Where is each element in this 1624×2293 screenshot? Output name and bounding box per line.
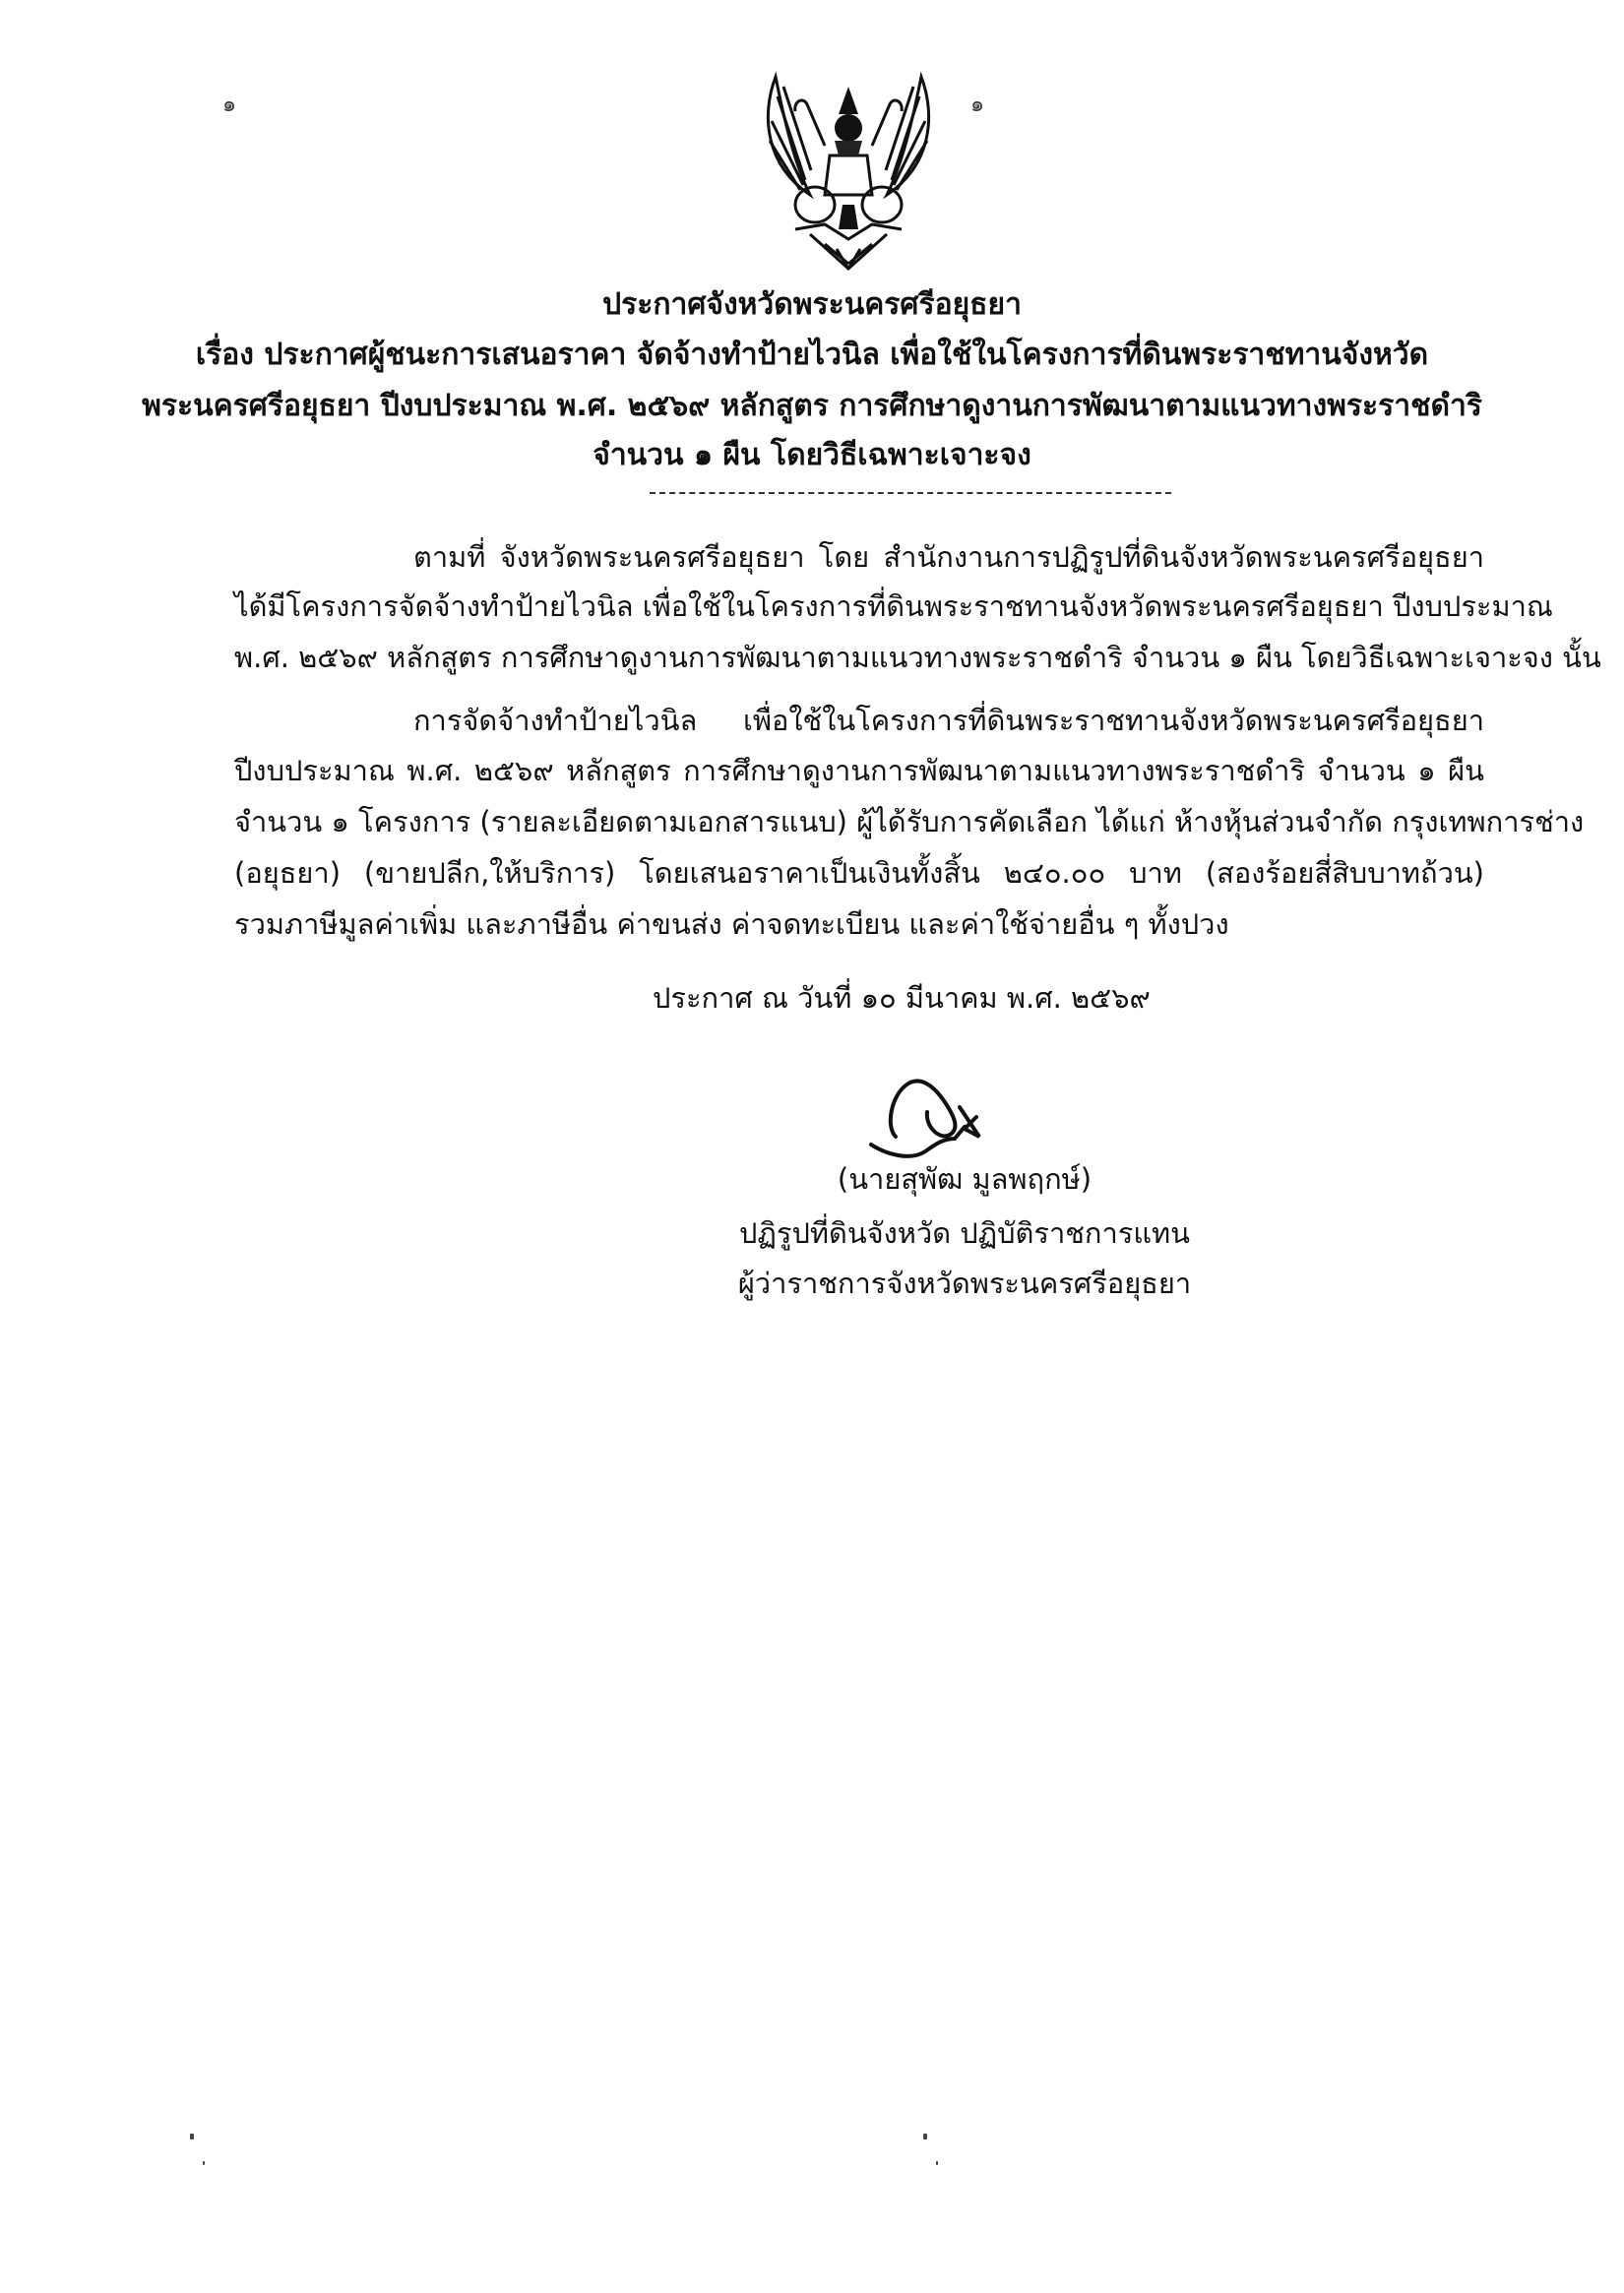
paragraph-2-line-1: การจัดจ้างทำป้ายไวนิล เพื่อใช้ในโครงการที่ดินพระราชทานจังหวัดพระนครศรีอยุธยา [413,704,1484,737]
corner-mark-right: ๑ [970,93,984,117]
announcement-date: ประกาศ ณ วันที่ ๑๐ มีนาคม พ.ศ. ๒๕๖๙ [653,981,1151,1015]
signatory-position-1: ปฏิรูปที่ดินจังหวัด ปฏิบัติราชการแทน [739,1216,1190,1250]
paragraph-2-line-5: รวมภาษีมูลค่าเพิ่ม และภาษีอื่น ค่าขนส่ง ค่าจดทะเบียน และค่าใช้จ่ายอื่น ๆ ทั้งปวง [234,907,1229,941]
signatory-name: (นายสุพัฒ มูลพฤกษ์) [837,1162,1093,1196]
paragraph-2-line-3: จำนวน ๑ โครงการ (รายละเอียดตามเอกสารแนบ) ผู้ได้รับการคัดเลือก ได้แก่ ห้างหุ้นส่วนจำกัด กรุงเทพการช่าง [234,805,1585,838]
paragraph-2-line-4: (อยุธยา) (ขายปลีก,ให้บริการ) โดยเสนอราคาเป็นเงินทั้งสิ้น ๒๔๐.๐๐ บาท (สองร้อยสี่สิบบาทถ้วน) [234,856,1484,890]
subject-line-1: เรื่อง ประกาศผู้ชนะการเสนอราคา จัดจ้างทำป้ายไวนิล เพื่อใช้ในโครงการที่ดินพระราชทานจังหวัด [195,338,1429,372]
paragraph-2-line-2: ปีงบประมาณ พ.ศ. ๒๕๖๙ หลักสูตร การศึกษาดูงานการพัฒนาตามแนวทางพระราชดำริ จำนวน ๑ ผืน [234,754,1484,787]
subject-line-2: พระนครศรีอยุธยา ปีงบประมาณ พ.ศ. ๒๕๖๙ หลักสูตร การศึกษาดูงานการพัฒนาตามแนวทางพระราชดำริ [142,389,1482,423]
scan-speck [190,2134,194,2139]
paragraph-1-line-2: ได้มีโครงการจัดจ้างทำป้ายไวนิล เพื่อใช้ในโครงการที่ดินพระราชทานจังหวัดพระนครศรีอยุธยา ปีงบประมาณ [234,589,1553,623]
signature-icon [866,1068,1014,1166]
corner-mark-left: ๑ [222,93,236,117]
subject-line-3: จำนวน ๑ ผืน โดยวิธีเฉพาะเจาะจง [593,438,1031,472]
paragraph-1-line-3: พ.ศ. ๒๕๖๙ หลักสูตร การศึกษาดูงานการพัฒนาตามแนวทางพระราชดำริ จำนวน ๑ ผืน โดยวิธีเฉพาะเจาะจง นั้น [234,641,1601,674]
scan-speck [203,2161,205,2165]
paragraph-1-line-1: ตามที่ จังหวัดพระนครศรีอยุธยา โดย สำนักงานการปฏิรูปที่ดินจังหวัดพระนครศรีอยุธยา [413,540,1484,574]
scan-speck [936,2161,938,2165]
garuda-emblem-icon [756,67,941,274]
separator-line [650,492,1171,494]
scan-speck [923,2134,927,2139]
signatory-position-2: ผู้ว่าราชการจังหวัดพระนครศรีอยุธยา [737,1267,1192,1300]
announcement-title: ประกาศจังหวัดพระนครศรีอยุธยา [602,287,1022,322]
